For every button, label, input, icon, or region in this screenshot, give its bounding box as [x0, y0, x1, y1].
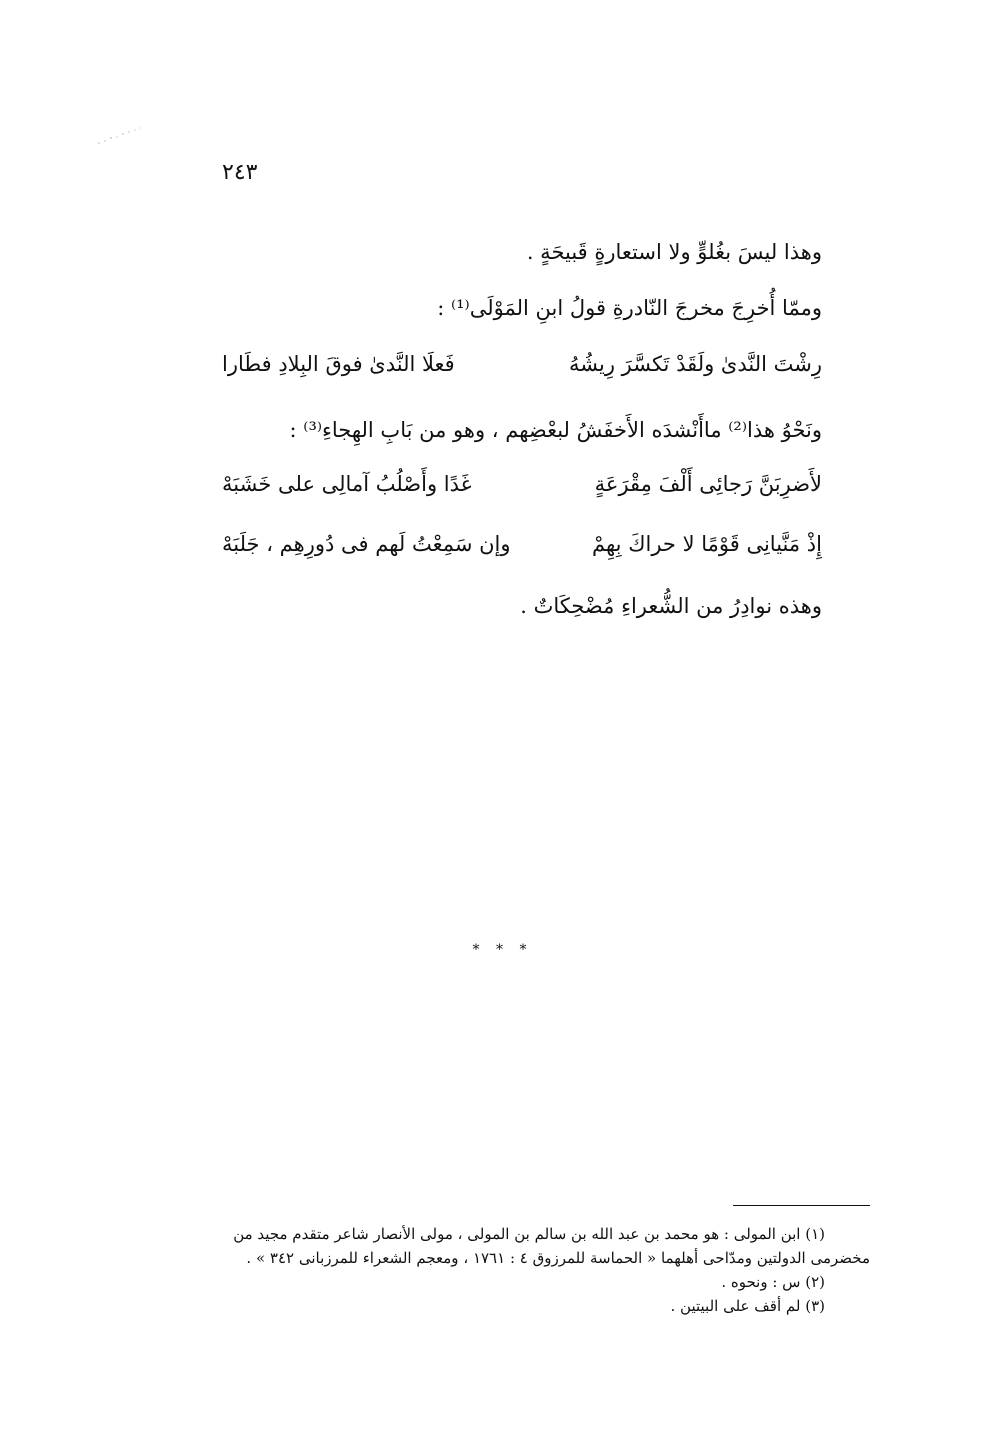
verse-1-first-hemistich: رِشْتَ النَّدىٰ ولَقَدْ تَكسَّرَ رِيشُهُ — [568, 352, 822, 376]
text-line-4: وهذه نوادِرُ من الشُّعراءِ مُضْحِكَاتٌ . — [520, 594, 822, 618]
text-line-2: وممّا أُخرِجَ مخرجَ النّادرةِ قولُ ابنِ المَوْلَى⁽¹⁾ : — [437, 296, 822, 320]
verse-1 — [222, 350, 822, 378]
verse-2-first-hemistich: لأَضرِبَنَّ رَجائِى أَلْفَ مِقْرَعَةٍ — [594, 472, 822, 496]
verse-2-second-hemistich: غَدًا وأَصْلُبُ آمالِى على خَشَبَهْ — [222, 472, 472, 496]
footnote-3: (٣) لم أقف على البيتين . — [670, 1297, 825, 1315]
scan-speckle — [95, 125, 143, 147]
verse-1-second-hemistich: فَعلَا النَّدىٰ فوقَ البِلادِ فطَارا — [222, 352, 455, 376]
verse-3-second-hemistich: وإن سَمِعْتُ لَهم فى دُورِهِم ، جَلَبَهْ — [222, 532, 511, 556]
footnote-2: (٢) س : ونحوه . — [721, 1273, 825, 1291]
text-line-1: وهذا ليسَ بغُلوٍّ ولا استعارةٍ قَبيحَةٍ . — [526, 240, 822, 264]
footnote-divider — [733, 1205, 870, 1206]
verse-3-first-hemistich: إِذْ مَنَّيانِى قَوْمًا لا حراكَ بِهِمْ — [592, 532, 822, 556]
verse-3 — [222, 530, 822, 558]
page-number: ٢٤٣ — [222, 160, 258, 185]
section-separator: * * * — [472, 942, 533, 958]
footnote-1-continued: مخضرمى الدولتين ومدّاحى أهلهما « الحماسة للمرزوق ٤ : ١٧٦١ ، ومعجم الشعراء للمرزبانى ٣٤٢ » . — [246, 1249, 870, 1267]
text-line-3: ونَحْوُ هذا⁽²⁾ ماأَنْشدَه الأَخفَشُ لبعْضِهم ، وهو من بَابِ الهِجاءِ⁽³⁾ : — [289, 418, 822, 442]
footnote-1: (١) ابن المولى : هو محمد بن عبد الله بن سالم بن المولى ، مولى الأنصار شاعر متقدم مجيد من — [233, 1225, 825, 1243]
verse-2 — [222, 470, 822, 498]
